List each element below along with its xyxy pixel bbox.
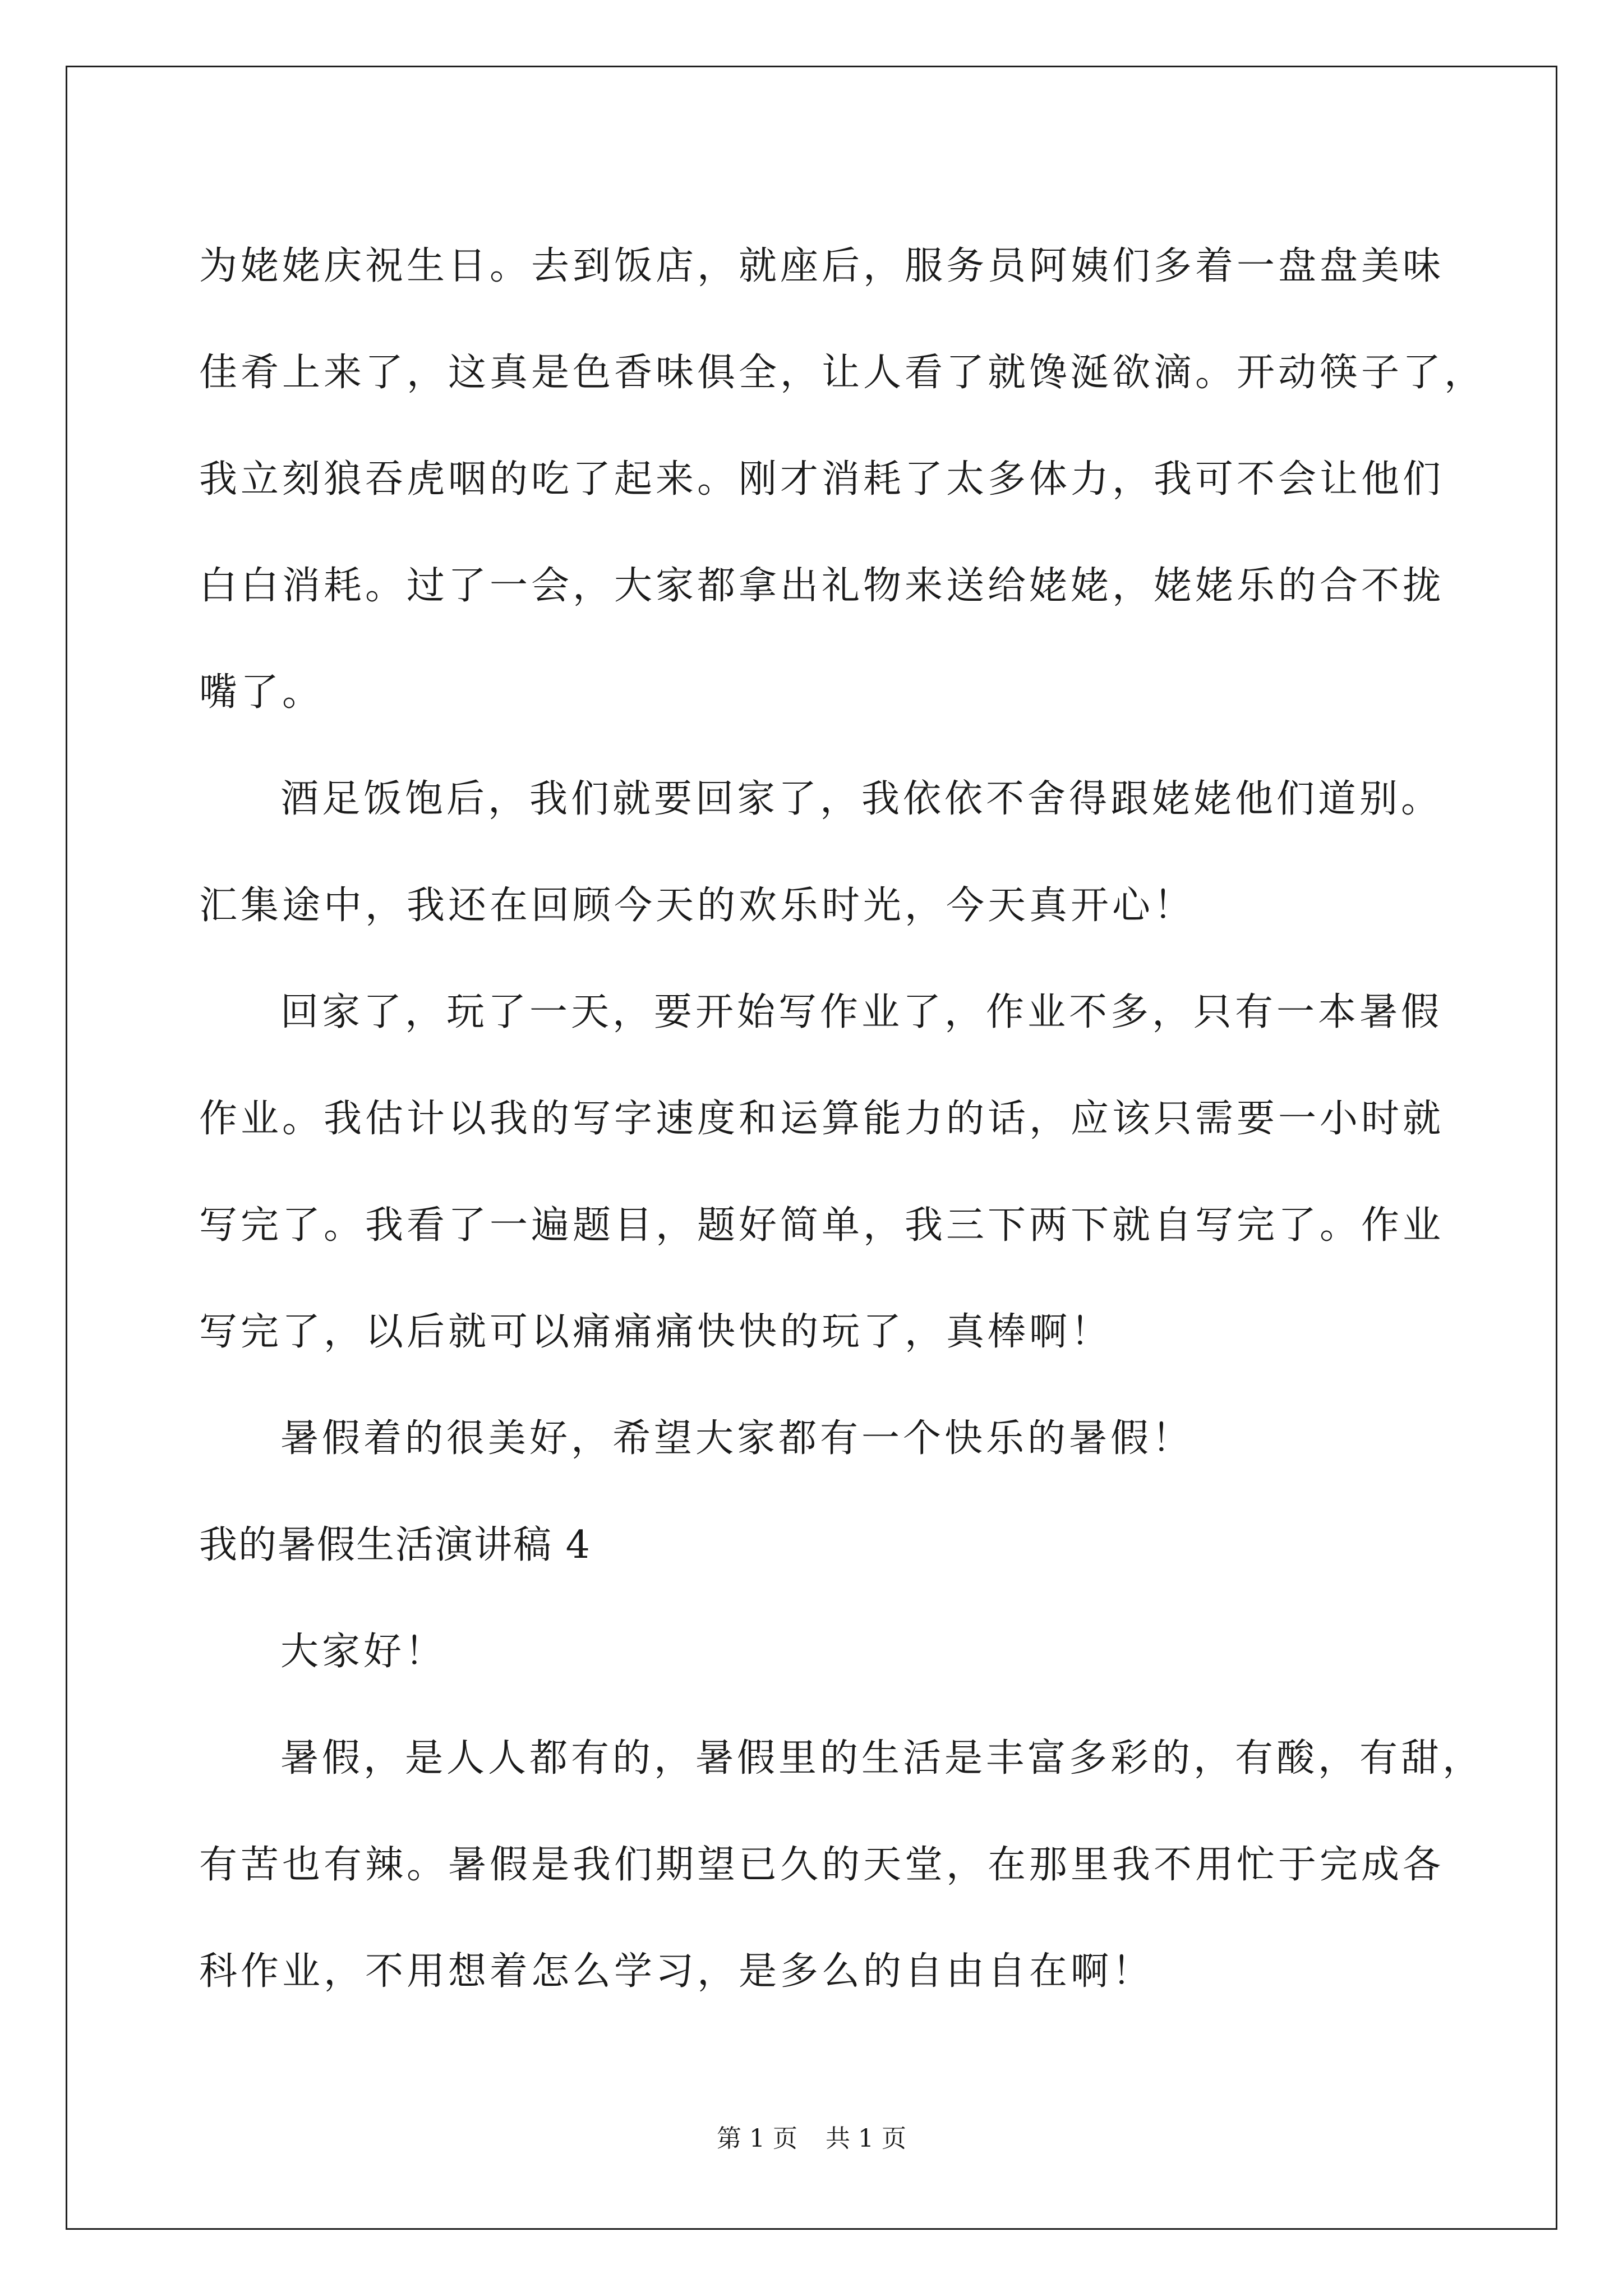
text-line-2: 佳肴上来了，这真是色香味俱全，让人看了就馋涎欲滴。开动筷子了，	[199, 351, 1486, 395]
text-line-16: 有苦也有辣。暑假是我们期望已久的天堂，在那里我不用忙于完成各	[199, 1843, 1445, 1887]
text-line-15: 暑假，是人人都有的，暑假里的生活是丰富多彩的，有酸，有甜，	[280, 1736, 1484, 1780]
text-line-17: 科作业，不用想着怎么学习，是多么的自由自在啊！	[199, 1949, 1154, 1994]
text-line-8: 回家了，玩了一天，要开始写作业了，作业不多，只有一本暑假	[280, 990, 1443, 1034]
document-body	[199, 213, 1486, 2025]
text-line-6: 酒足饭饱后，我们就要回家了，我依依不舍得跟姥姥他们道别。	[280, 777, 1443, 821]
text-line-1: 为姥姥庆祝生日。去到饭店，就座后，服务员阿姨们多着一盘盘美味	[199, 244, 1445, 288]
greeting-line: 大家好！	[280, 1630, 447, 1674]
text-line-7: 汇集途中，我还在回顾今天的欢乐时光，今天真开心！	[199, 884, 1196, 928]
text-line-10: 写完了。我看了一遍题目，题好简单，我三下两下就自写完了。作业	[199, 1203, 1445, 1248]
text-line-9: 作业。我估计以我的写字速度和运算能力的话，应该只需要一小时就	[199, 1097, 1445, 1141]
text-line-11: 写完了，以后就可以痛痛痛快快的玩了，真棒啊！	[199, 1310, 1113, 1354]
page-footer	[0, 2118, 1623, 2154]
page-total: 共 1 页	[826, 2124, 906, 2153]
text-line-4: 白白消耗。过了一会，大家都拿出礼物来送给姥姥，姥姥乐的合不拢	[199, 564, 1445, 608]
page-number: 第 1 页	[717, 2124, 797, 2153]
text-line-3: 我立刻狼吞虎咽的吃了起来。刚才消耗了太多体力，我可不会让他们	[199, 457, 1445, 501]
section-title: 我的暑假生活演讲稿 4	[199, 1523, 591, 1567]
text-line-12: 暑假着的很美好，希望大家都有一个快乐的暑假！	[280, 1416, 1194, 1461]
text-line-5: 嘴了。	[199, 670, 324, 715]
